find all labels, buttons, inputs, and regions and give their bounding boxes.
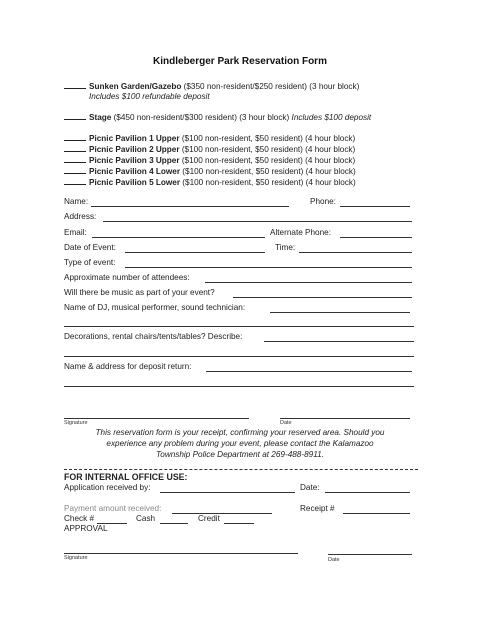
pavilion-4-label: Picnic Pavilion 4 Lower	[89, 167, 181, 176]
address-label: Address:	[64, 212, 97, 221]
date-of-event-label: Date of Event:	[64, 243, 116, 252]
pavilion-5-price: ($100 non-resident, $50 resident) (4 hour block)	[182, 178, 356, 187]
deposit-return-label: Name & address for deposit return:	[64, 362, 192, 371]
office-approval-date-label: Date	[328, 557, 340, 563]
pavilion-3-checkbox-line[interactable]	[64, 155, 86, 163]
sunken-garden-note: Includes $100 refundable deposit	[89, 92, 210, 101]
pavilion-option-3[interactable]	[64, 155, 355, 165]
time-label: Time:	[275, 243, 296, 252]
pavilion-4-checkbox-line[interactable]	[64, 166, 86, 174]
cut-line-divider	[64, 469, 418, 470]
decorations-field[interactable]	[264, 341, 414, 342]
pavilion-1-label: Picnic Pavilion 1 Upper	[89, 134, 180, 143]
sunken-garden-price: ($350 non-resident/$250 resident) (3 hour block)	[183, 82, 360, 91]
received-by-field[interactable]	[160, 492, 295, 493]
pavilion-option-2[interactable]	[64, 144, 355, 154]
decorations-label: Decorations, rental chairs/tents/tables? Describe:	[64, 332, 243, 341]
name-field[interactable]	[91, 206, 289, 207]
office-approval-date-field[interactable]	[328, 554, 412, 555]
receipt-number-field[interactable]	[343, 513, 410, 514]
office-date-field[interactable]	[325, 492, 410, 493]
pavilion-2-price: ($100 non-resident, $50 resident) (4 hour block)	[181, 145, 356, 154]
form-title: Kindleberger Park Reservation Form	[153, 56, 327, 67]
stage-label: Stage	[89, 113, 112, 122]
credit-field[interactable]	[224, 523, 254, 524]
dj-field[interactable]	[270, 312, 410, 313]
date-field[interactable]	[280, 418, 410, 419]
music-label: Will there be music as part of your event?	[64, 288, 215, 297]
office-date-label: Date:	[300, 483, 320, 492]
office-use-heading: FOR INTERNAL OFFICE USE:	[64, 472, 188, 482]
date-of-event-field[interactable]	[125, 252, 265, 253]
receipt-notice-line-2: experience any problem during your event, please contact the Kalamazoo	[106, 439, 374, 448]
name-label: Name:	[64, 197, 89, 206]
phone-field[interactable]	[340, 206, 410, 207]
music-field[interactable]	[233, 297, 412, 298]
address-field[interactable]	[103, 221, 412, 222]
attendees-field[interactable]	[205, 282, 412, 283]
pavilion-1-checkbox-line[interactable]	[64, 133, 86, 141]
deposit-return-field[interactable]	[206, 371, 412, 372]
signature-label: Signature	[64, 420, 88, 426]
sunken-garden-checkbox-line[interactable]	[64, 81, 86, 89]
cash-label: Cash	[136, 514, 156, 523]
pavilion-2-checkbox-line[interactable]	[64, 144, 86, 152]
check-number-label: Check #	[64, 514, 95, 523]
stage-price: ($450 non-resident/$300 resident) (3 hour block)	[113, 113, 290, 122]
decorations-field-continued[interactable]	[64, 356, 414, 357]
type-of-event-label: Type of event:	[64, 258, 116, 267]
attendees-label: Approximate number of attendees:	[64, 273, 190, 282]
payment-received-label: Payment amount received:	[64, 504, 162, 513]
pavilion-3-price: ($100 non-resident, $50 resident) (4 hour block)	[181, 156, 356, 165]
payment-received-field[interactable]	[172, 513, 272, 514]
pavilion-option-4[interactable]	[64, 166, 356, 176]
sunken-garden-option[interactable]	[64, 81, 359, 91]
time-field[interactable]	[299, 252, 412, 253]
pavilion-5-checkbox-line[interactable]	[64, 177, 86, 185]
receipt-notice-line-1: This reservation form is your receipt, confirming your reserved area. Should you	[95, 428, 385, 437]
alternate-phone-field[interactable]	[340, 237, 412, 238]
phone-label: Phone:	[310, 197, 336, 206]
pavilion-option-1[interactable]	[64, 133, 355, 143]
pavilion-5-label: Picnic Pavilion 5 Lower	[89, 178, 181, 187]
dj-field-continued[interactable]	[64, 326, 414, 327]
type-of-event-field[interactable]	[125, 267, 412, 268]
deposit-return-field-continued[interactable]	[64, 386, 414, 387]
stage-note: Includes $100 deposit	[291, 113, 372, 122]
receipt-number-label: Receipt #	[300, 504, 335, 513]
pavilion-2-label: Picnic Pavilion 2 Upper	[89, 145, 180, 154]
alternate-phone-label: Alternate Phone:	[270, 228, 331, 237]
received-by-label: Application received by:	[64, 483, 151, 492]
approval-label: APPROVAL	[64, 524, 108, 533]
cash-field[interactable]	[160, 523, 188, 524]
receipt-notice-line-3: Township Police Department at 269-488-8911.	[156, 450, 324, 459]
date-label: Date	[280, 420, 292, 426]
signature-field[interactable]	[64, 418, 249, 419]
email-label: Email:	[64, 228, 87, 237]
pavilion-3-label: Picnic Pavilion 3 Upper	[89, 156, 180, 165]
pavilion-4-price: ($100 non-resident, $50 resident) (4 hour block)	[182, 167, 356, 176]
dj-label: Name of DJ, musical performer, sound technician:	[64, 303, 246, 312]
office-signature-field[interactable]	[64, 553, 298, 554]
office-signature-label: Signature	[64, 555, 88, 561]
stage-option[interactable]	[64, 112, 371, 122]
pavilion-option-5[interactable]	[64, 177, 356, 187]
sunken-garden-label: Sunken Garden/Gazebo	[89, 82, 182, 91]
email-field[interactable]	[92, 237, 265, 238]
pavilion-1-price: ($100 non-resident, $50 resident) (4 hour block)	[181, 134, 356, 143]
stage-checkbox-line[interactable]	[64, 112, 86, 120]
credit-label: Credit	[198, 514, 220, 523]
